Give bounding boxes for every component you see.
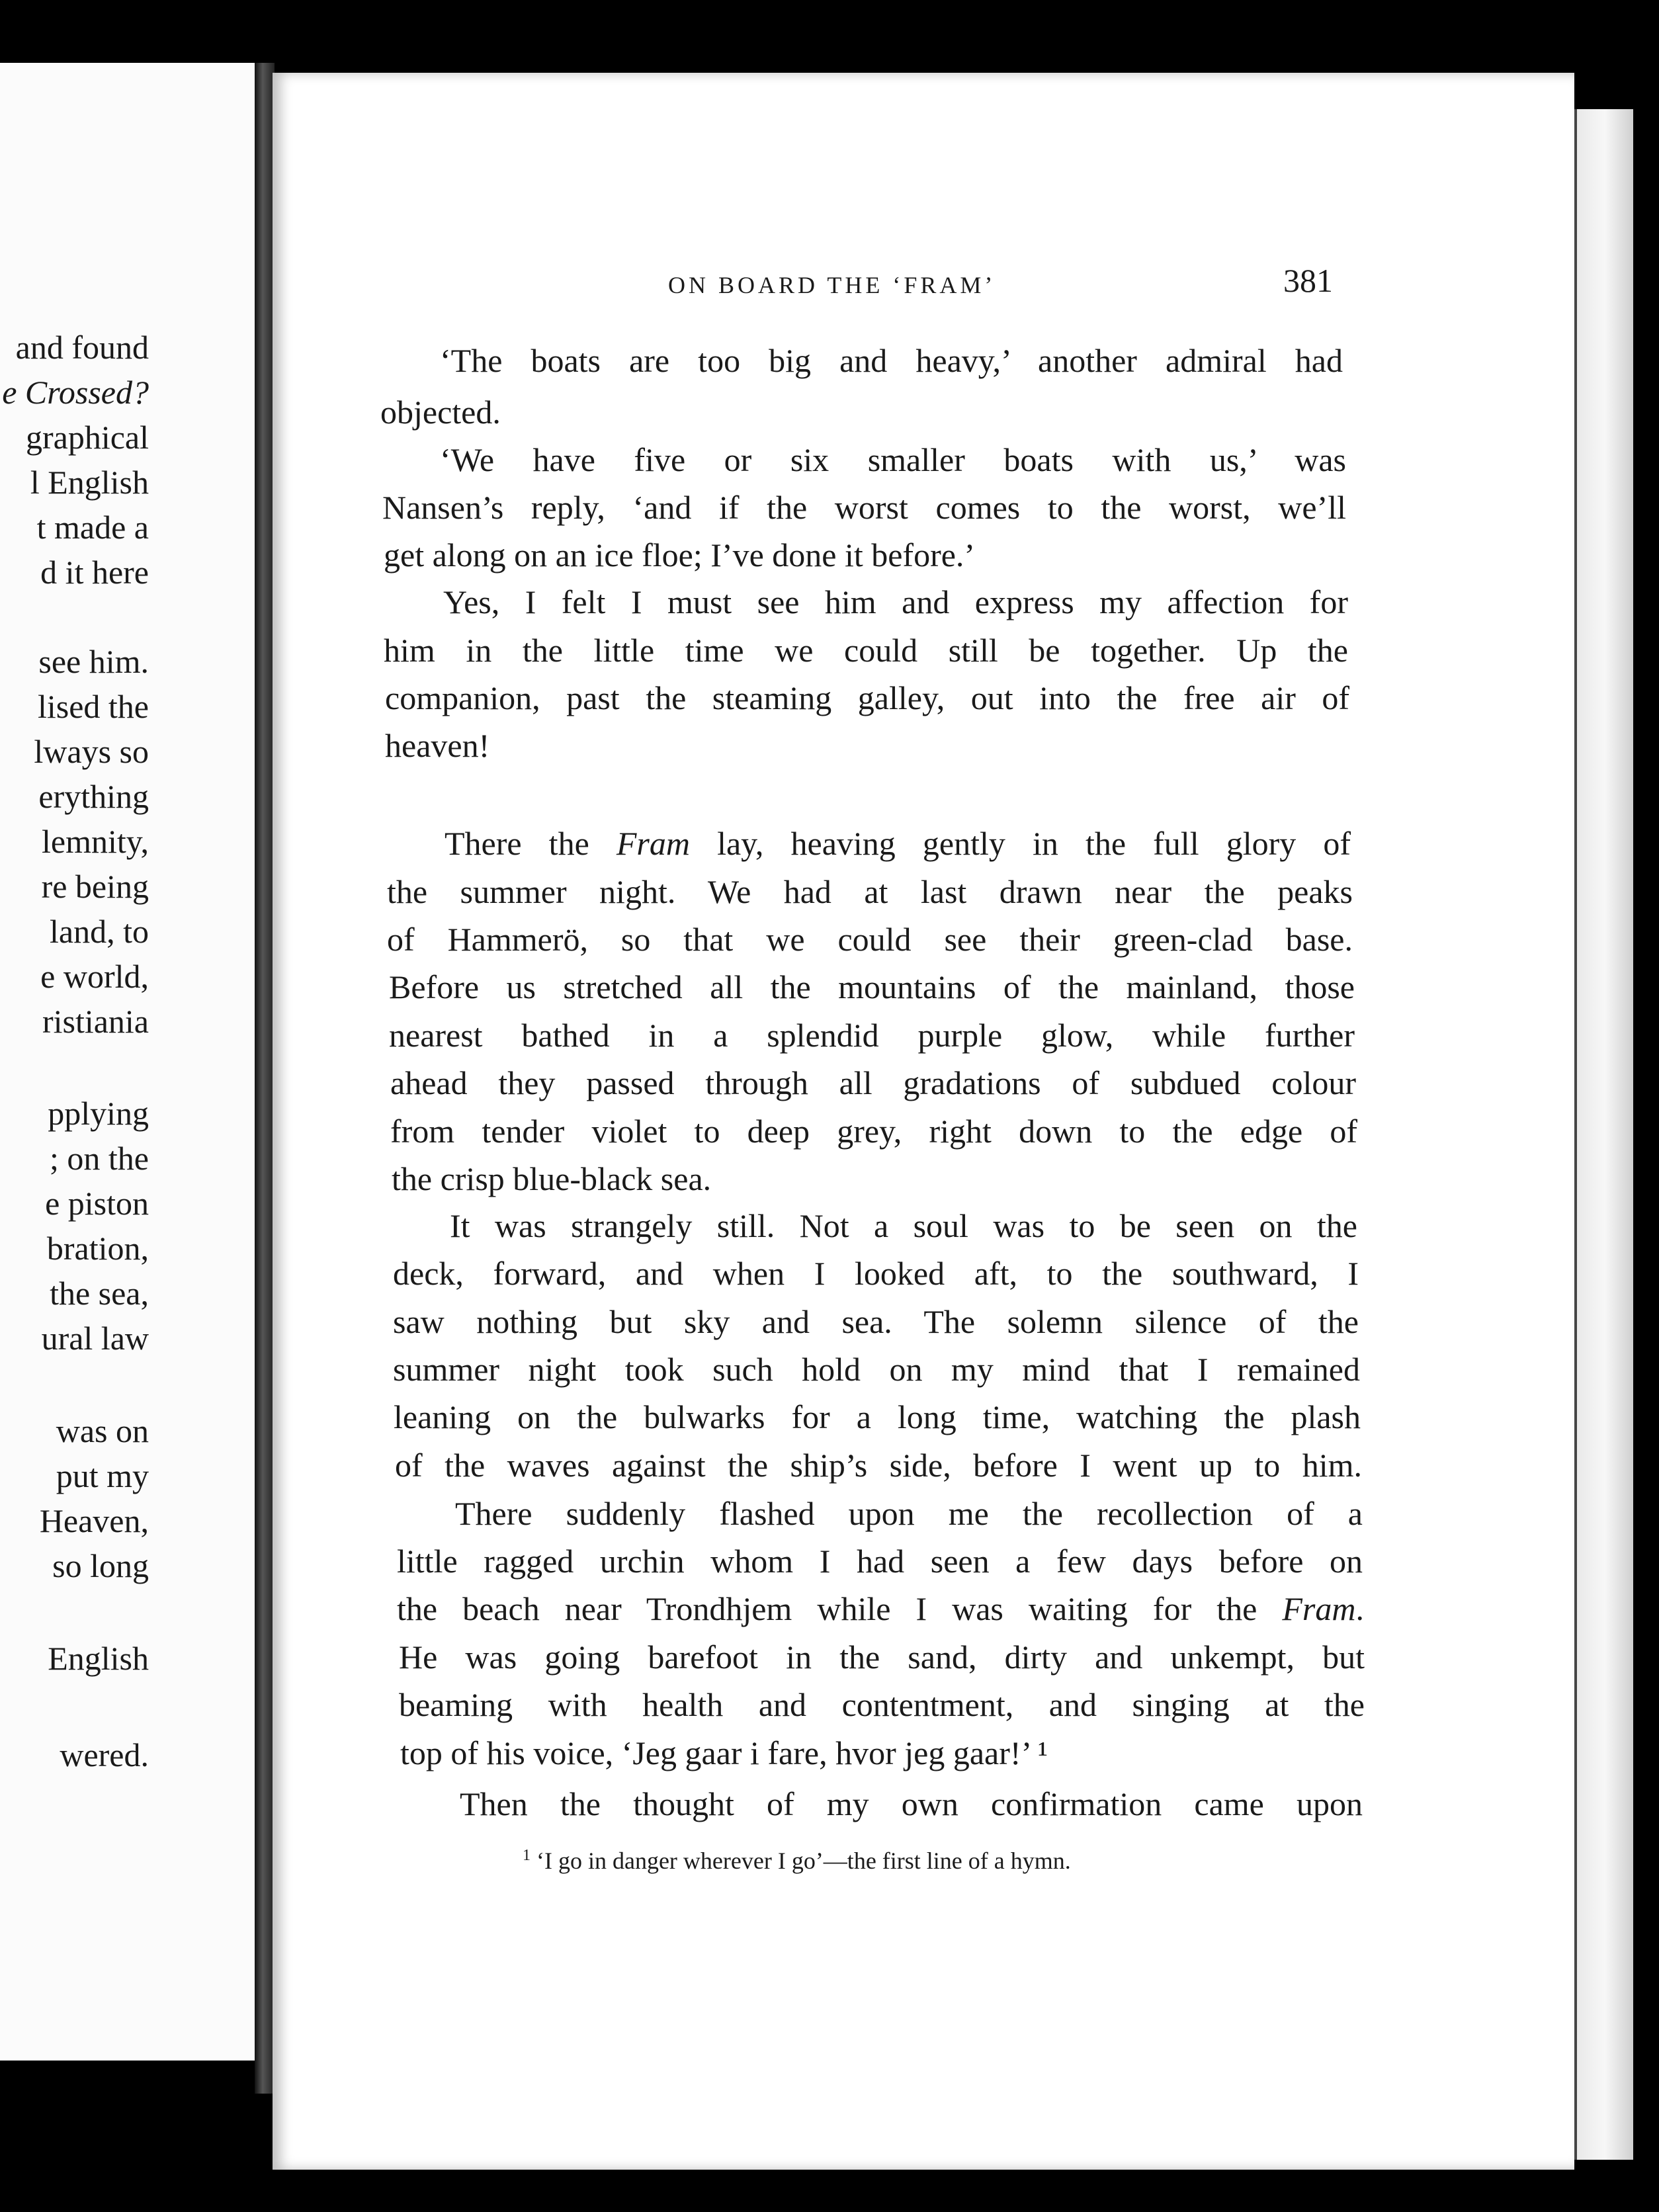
left-line: the sea, bbox=[50, 1275, 149, 1312]
left-page bbox=[0, 63, 259, 2061]
text-line: It was strangely still. Not a soul was to be seen on the bbox=[450, 1207, 1357, 1244]
left-line: and found bbox=[15, 329, 149, 366]
left-line: lised the bbox=[37, 688, 149, 725]
text-line: summer night took such hold on my mind that I remained bbox=[393, 1351, 1360, 1388]
left-line: e Crossed? bbox=[2, 374, 149, 411]
text-line: Nansen’s reply, ‘and if the worst comes to the worst, we’ll bbox=[382, 489, 1346, 526]
text-line: He was going barefoot in the sand, dirty and unkempt, but bbox=[399, 1638, 1365, 1676]
ship-name: Fram bbox=[1282, 1590, 1356, 1627]
text-line: top of his voice, ‘Jeg gaar i fare, hvor jeg gaar!’ ¹ bbox=[400, 1734, 1048, 1771]
footnote bbox=[523, 1847, 1071, 1875]
left-line: d it here bbox=[40, 554, 149, 591]
text-line: little ragged urchin whom I had seen a few days before on bbox=[397, 1543, 1363, 1580]
left-line: put my bbox=[56, 1457, 149, 1494]
page-number: 381 bbox=[1283, 262, 1333, 299]
text-line: nearest bathed in a splendid purple glow, while further bbox=[389, 1017, 1355, 1054]
left-line: e world, bbox=[40, 958, 149, 995]
left-line: Heaven, bbox=[39, 1502, 149, 1539]
running-head: ON BOARD THE ‘FRAM’ bbox=[668, 272, 996, 298]
text-line: objected. bbox=[380, 394, 501, 431]
text-line: the crisp blue-black sea. bbox=[392, 1160, 712, 1197]
footnote-text: ‘I go in danger wherever I go’—the first line of a hymn. bbox=[536, 1848, 1071, 1874]
text-line: the beach near Trondhjem while I was waiting for the Fram. bbox=[397, 1590, 1364, 1627]
text-line: of the waves against the ship’s side, before I went up to him. bbox=[395, 1447, 1362, 1484]
left-line: erything bbox=[38, 778, 149, 815]
left-line: land, to bbox=[50, 913, 149, 950]
ship-name: Fram bbox=[616, 825, 690, 862]
left-line: wered. bbox=[60, 1736, 149, 1773]
text-line: There suddenly flashed upon me the recollection of a bbox=[455, 1495, 1363, 1532]
text-line: saw nothing but sky and sea. The solemn silence of the bbox=[393, 1303, 1359, 1340]
text-line bbox=[445, 824, 1351, 863]
left-line: lways so bbox=[34, 733, 149, 770]
left-line: so long bbox=[52, 1547, 149, 1584]
text-line: Then the thought of my own confirmation came upon bbox=[460, 1785, 1363, 1822]
left-line: ristiania bbox=[42, 1003, 149, 1040]
book-gutter bbox=[255, 63, 275, 2094]
text-line: him in the little time we could still be together. Up the bbox=[384, 632, 1348, 669]
text-line: ‘The boats are too big and heavy,’ another admiral had bbox=[440, 342, 1343, 379]
left-line: English bbox=[48, 1640, 149, 1677]
text-line: ahead they passed through all gradations of subdued colour bbox=[390, 1064, 1356, 1101]
text-line: heaven! bbox=[385, 727, 490, 764]
text-line: of Hammerö, so that we could see their green-clad base. bbox=[387, 921, 1353, 958]
left-line: see him. bbox=[38, 643, 149, 680]
left-line: re being bbox=[41, 868, 149, 905]
text-line: from tender violet to deep grey, right down to the edge of bbox=[390, 1113, 1357, 1150]
page-edge bbox=[1574, 109, 1633, 2160]
left-line: lemnity, bbox=[41, 823, 149, 860]
left-line: ; on the bbox=[50, 1140, 149, 1177]
left-line: pplying bbox=[48, 1095, 149, 1132]
text-line: Yes, I felt I must see him and express my affection for bbox=[443, 583, 1348, 620]
footnote-marker: 1 bbox=[523, 1847, 531, 1864]
text-line: leaning on the bulwarks for a long time, watching the plash bbox=[394, 1398, 1361, 1435]
left-line: bration, bbox=[46, 1230, 149, 1267]
left-line: was on bbox=[56, 1412, 149, 1449]
text-line: ‘We have five or six smaller boats with us,’ was bbox=[440, 441, 1346, 478]
left-line: graphical bbox=[25, 419, 149, 456]
left-line: t made a bbox=[36, 509, 149, 546]
text-line: Before us stretched all the mountains of the mainland, those bbox=[389, 968, 1355, 1005]
text-line: deck, forward, and when I looked aft, to the southward, I bbox=[393, 1255, 1359, 1292]
text-line: companion, past the steaming galley, out into the free air of bbox=[385, 679, 1349, 716]
left-line: e piston bbox=[45, 1185, 149, 1222]
text-line: get along on an ice floe; I’ve done it before.’ bbox=[384, 536, 976, 574]
left-line: l English bbox=[30, 464, 149, 501]
text-line: the summer night. We had at last drawn near the peaks bbox=[387, 873, 1353, 910]
left-line: ural law bbox=[41, 1320, 149, 1357]
text-line: beaming with health and contentment, and singing at the bbox=[399, 1686, 1365, 1723]
text-line-body: There the Fram lay, heaving gently in the full glory of bbox=[445, 825, 1351, 862]
